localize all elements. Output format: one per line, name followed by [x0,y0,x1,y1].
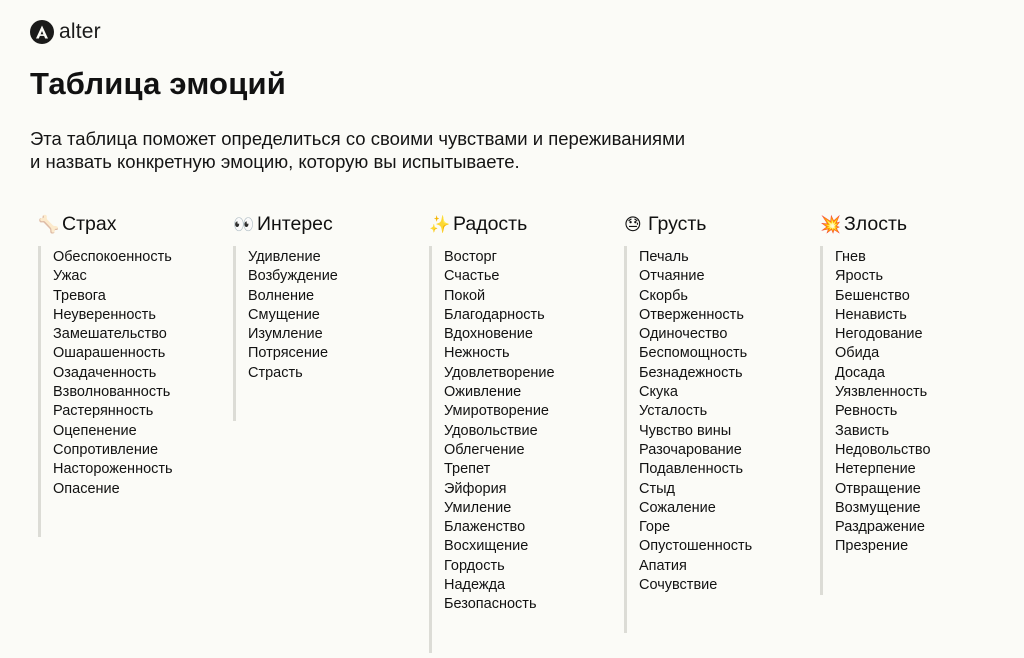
emotion-item: Облегчение [444,441,525,458]
emotion-item: Изумление [248,326,323,343]
emotion-item: Ненависть [835,306,907,323]
emotion-item: Вдохновение [444,326,533,343]
emotion-item: Надежда [444,577,506,594]
emotion-item: Ярость [835,268,884,285]
emotion-item: Раздражение [835,519,925,536]
emotion-item: Негодование [835,326,923,343]
emotion-item: Безнадежность [639,364,743,381]
emotion-item: Сопротивление [53,441,159,458]
emotion-item: Умиротворение [444,403,549,420]
emotion-item: Бешенство [835,287,910,304]
column-interest [233,211,423,421]
emotion-item: Стыд [639,480,675,497]
sparkles-icon: ✨ [429,214,451,234]
emotion-item: Замешательство [53,326,167,343]
page-subtitle [30,127,850,173]
emotion-item: Ревность [835,403,898,420]
emotion-item: Сожаление [639,499,716,516]
emotion-item: Зависть [835,422,890,439]
emotion-list [233,246,423,421]
subtitle-line: и назвать конкретную эмоцию, которую вы испытываете. [30,151,520,172]
emotion-item: Опасение [53,480,120,497]
page-title: Таблица эмоций [30,66,286,101]
emotion-item: Одиночество [639,326,728,343]
brand-logo [30,20,101,44]
emotion-item: Благодарность [444,306,545,323]
column-title: Злость [844,212,908,235]
column-header [429,211,619,237]
emotion-item: Озадаченность [53,364,157,381]
emotion-item: Обеспокоенность [53,249,172,265]
emotion-item: Волнение [248,287,315,304]
emotion-item: Восхищение [444,538,529,555]
emotion-list [38,246,228,537]
emotion-item: Обида [835,345,880,362]
emotion-item: Смущение [248,306,320,323]
emotion-item: Оживление [444,384,522,401]
bone-icon: 🦴 [38,214,60,234]
emotion-item: Печаль [639,249,689,265]
sad-sweat-face-icon: 😓 [624,214,642,234]
brand-name: alter [59,20,101,43]
emotion-item: Взволнованность [53,384,171,401]
emotion-item: Уязвленность [835,384,928,401]
column-sadness [624,211,814,633]
emotion-item: Блаженство [444,519,526,536]
column-anger [820,211,1010,595]
column-title: Грусть [648,212,707,235]
emotion-item: Чувство вины [639,422,732,439]
emotion-item: Потрясение [248,345,329,362]
column-header [624,211,814,237]
emotion-item: Удовлетворение [444,364,555,381]
emotion-list [429,246,619,653]
emotion-item: Отчаяние [639,268,705,285]
emotion-item: Удовольствие [444,422,538,439]
emotion-item: Гнев [835,249,866,265]
emotion-item: Отвращение [835,480,921,497]
emotion-item: Покой [444,287,486,304]
emotion-item: Тревога [53,287,106,304]
emotion-item: Оцепенение [53,422,137,439]
emotion-item: Сочувствие [639,577,718,594]
column-header [233,211,423,237]
emotion-item: Скорбь [639,287,688,304]
emotion-item: Презрение [835,538,909,555]
emotion-item: Восторг [444,249,497,265]
emotion-item: Ужас [53,268,87,285]
collision-icon: 💥 [820,214,842,234]
eyes-icon: 👀 [233,214,255,234]
emotion-item: Безопасность [444,596,537,613]
emotion-item: Нежность [444,345,510,362]
alter-logo-icon [30,20,54,44]
emotion-item: Растерянность [53,403,154,420]
emotion-item: Нетерпение [835,461,916,478]
emotion-item: Досада [835,364,885,381]
emotion-item: Умиление [444,499,512,516]
emotion-item: Усталость [639,403,708,420]
emotion-item: Трепет [444,461,491,478]
emotion-item: Подавленность [639,461,744,478]
column-title: Страх [62,212,117,235]
column-header [38,211,228,237]
emotion-item: Отверженность [639,306,744,323]
emotion-item: Удивление [248,249,321,265]
column-joy [429,211,619,653]
emotion-item: Настороженность [53,461,173,478]
column-title: Интерес [257,212,333,235]
column-header [820,211,1010,237]
subtitle-line: Эта таблица поможет определиться со своими чувствами и переживаниями [30,128,686,149]
emotion-item: Эйфория [444,480,507,497]
emotion-item: Апатия [639,557,687,574]
column-fear [38,211,228,537]
emotion-item: Беспомощность [639,345,748,362]
emotion-item: Скука [639,384,678,401]
emotion-item: Счастье [444,268,500,285]
emotion-item: Ошарашенность [53,345,166,362]
emotion-item: Разочарование [639,441,742,458]
emotion-item: Горе [639,519,671,536]
emotion-item: Гордость [444,557,505,574]
emotion-list [820,246,1010,595]
emotion-item: Страсть [248,364,303,381]
emotion-item: Неуверенность [53,306,156,323]
emotion-item: Возбуждение [248,268,338,285]
column-title: Радость [453,212,528,235]
emotion-item: Возмущение [835,499,921,516]
emotion-list [624,246,814,633]
emotion-item: Опустошенность [639,538,753,555]
emotion-item: Недовольство [835,441,931,458]
